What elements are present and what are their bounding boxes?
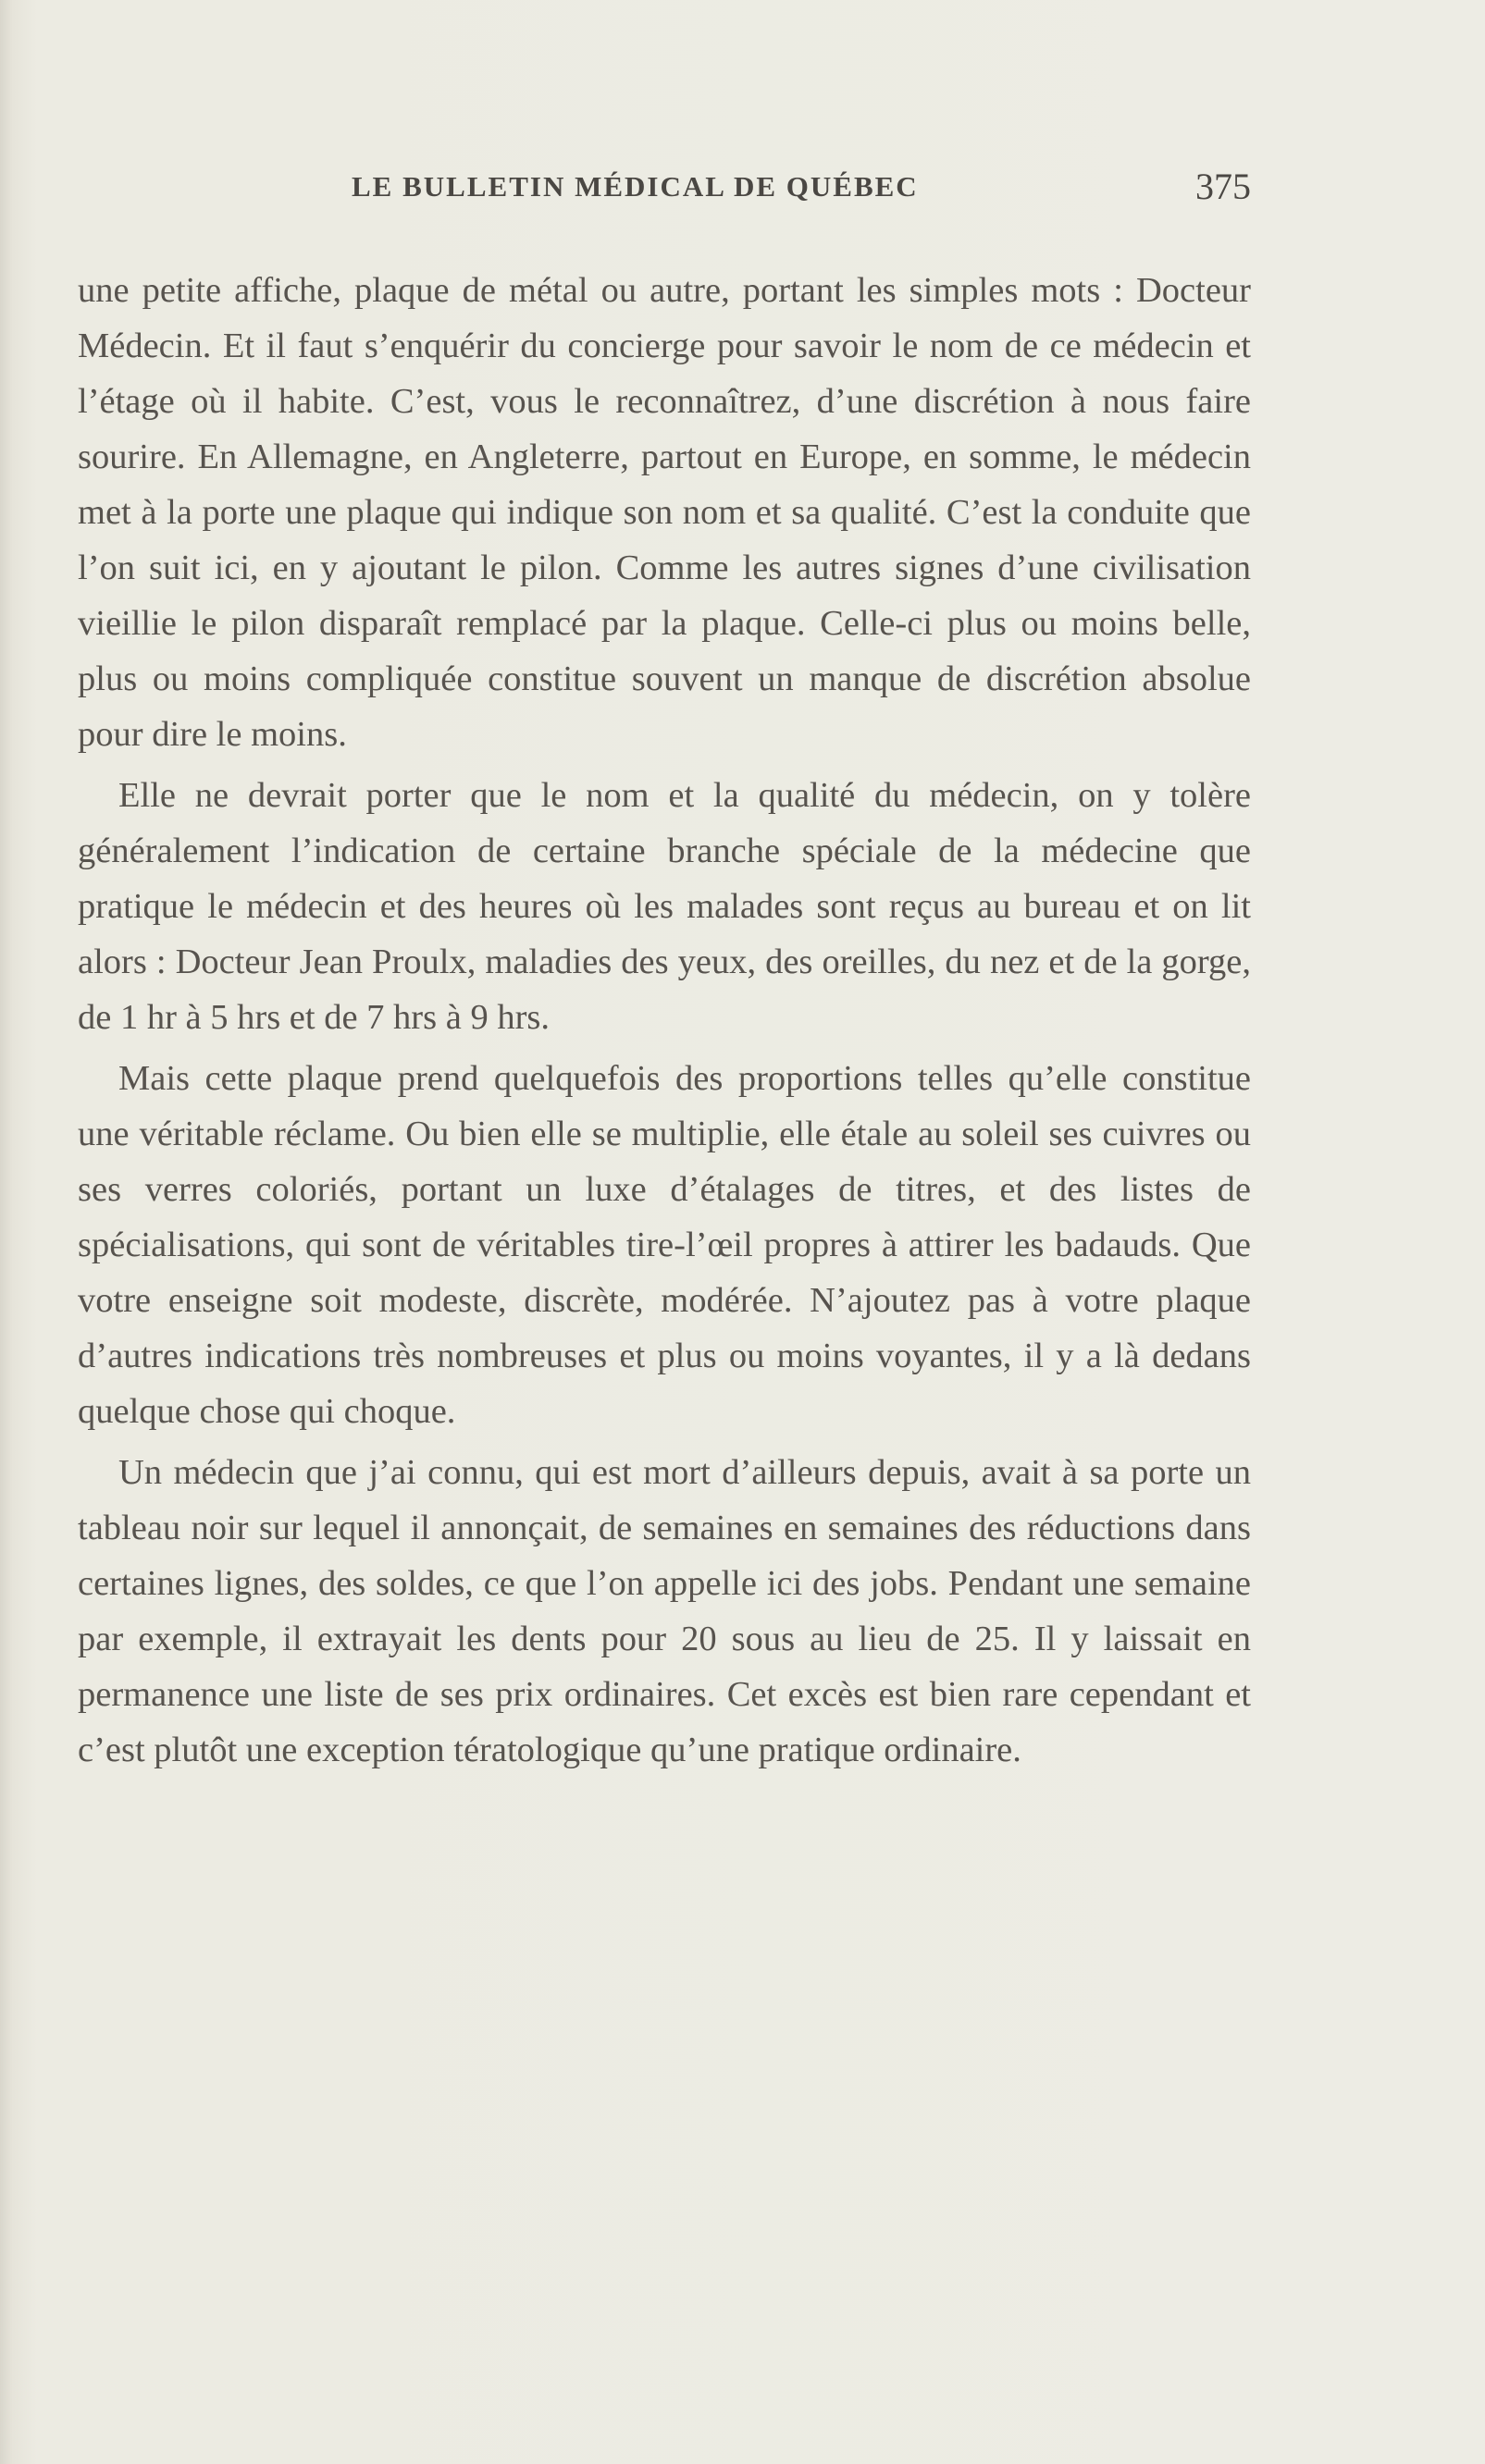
paragraph-1: une petite affiche, plaque de métal ou autre, portant les simples mots : Docteur Médecin. Et il faut s’enquérir du concierge pour savoir le nom de ce médecin et l’étage où il habite. C’est, vous le reconnaîtrez, d’une discrétion à nous faire sourire. En Allemagne, en Angleterre, partout en Europe, en somme, le médecin met à la porte une plaque qui indique son nom et sa qualité. C’est la conduite que l’on suit ici, en y ajoutant le pilon. Comme les autres signes d’une civilisation vieillie le pilon disparaît remplacé par la plaque. Celle-ci plus ou moins belle, plus ou moins compliquée constitue souvent un manque de discrétion absolue pour dire le moins.	[78, 271, 1251, 754]
page-header	[78, 165, 1251, 220]
paragraph-4: Un médecin que j’ai connu, qui est mort d’ailleurs depuis, avait à sa porte un tableau noir sur lequel il annonçait, de semaines en semaines des réductions dans certaines lignes, des soldes, ce que l’on appelle ici des jobs. Pendant une semaine par exemple, il extrayait les dents pour 20 sous au lieu de 25. Il y laissait en permanence une liste de ses prix ordinaires. Cet excès est bien rare cependant et c’est plutôt une exception tératologique qu’une pratique ordinaire.	[78, 1453, 1251, 1769]
page-number: 375	[1195, 166, 1251, 207]
running-title: LE BULLETIN MÉDICAL DE QUÉBEC	[352, 170, 919, 203]
paragraph-3: Mais cette plaque prend quelquefois des proportions telles qu’elle constitue une véritable réclame. Ou bien elle se multiplie, elle étale au soleil ses cuivres ou ses verres coloriés, portant un luxe d’étalages de titres, et des listes de spécialisations, qui sont de véritables tire-l’œil propres à attirer les badauds. Que votre enseigne soit modeste, discrète, modérée. N’ajoutez pas à votre plaque d’autres indications très nombreuses et plus ou moins voyantes, il y a là dedans quelque chose qui choque.	[78, 1059, 1251, 1431]
paragraph-2: Elle ne devrait porter que le nom et la qualité du médecin, on y tolère généralement l’indication de certaine branche spéciale de la médecine que pratique le médecin et des heures où les malades sont reçus au bureau et on lit alors : Docteur Jean Proulx, maladies des yeux, des oreilles, du nez et de la gorge, de 1 hr à 5 hrs et de 7 hrs à 9 hrs.	[78, 776, 1251, 1037]
body-text	[78, 263, 1251, 1783]
